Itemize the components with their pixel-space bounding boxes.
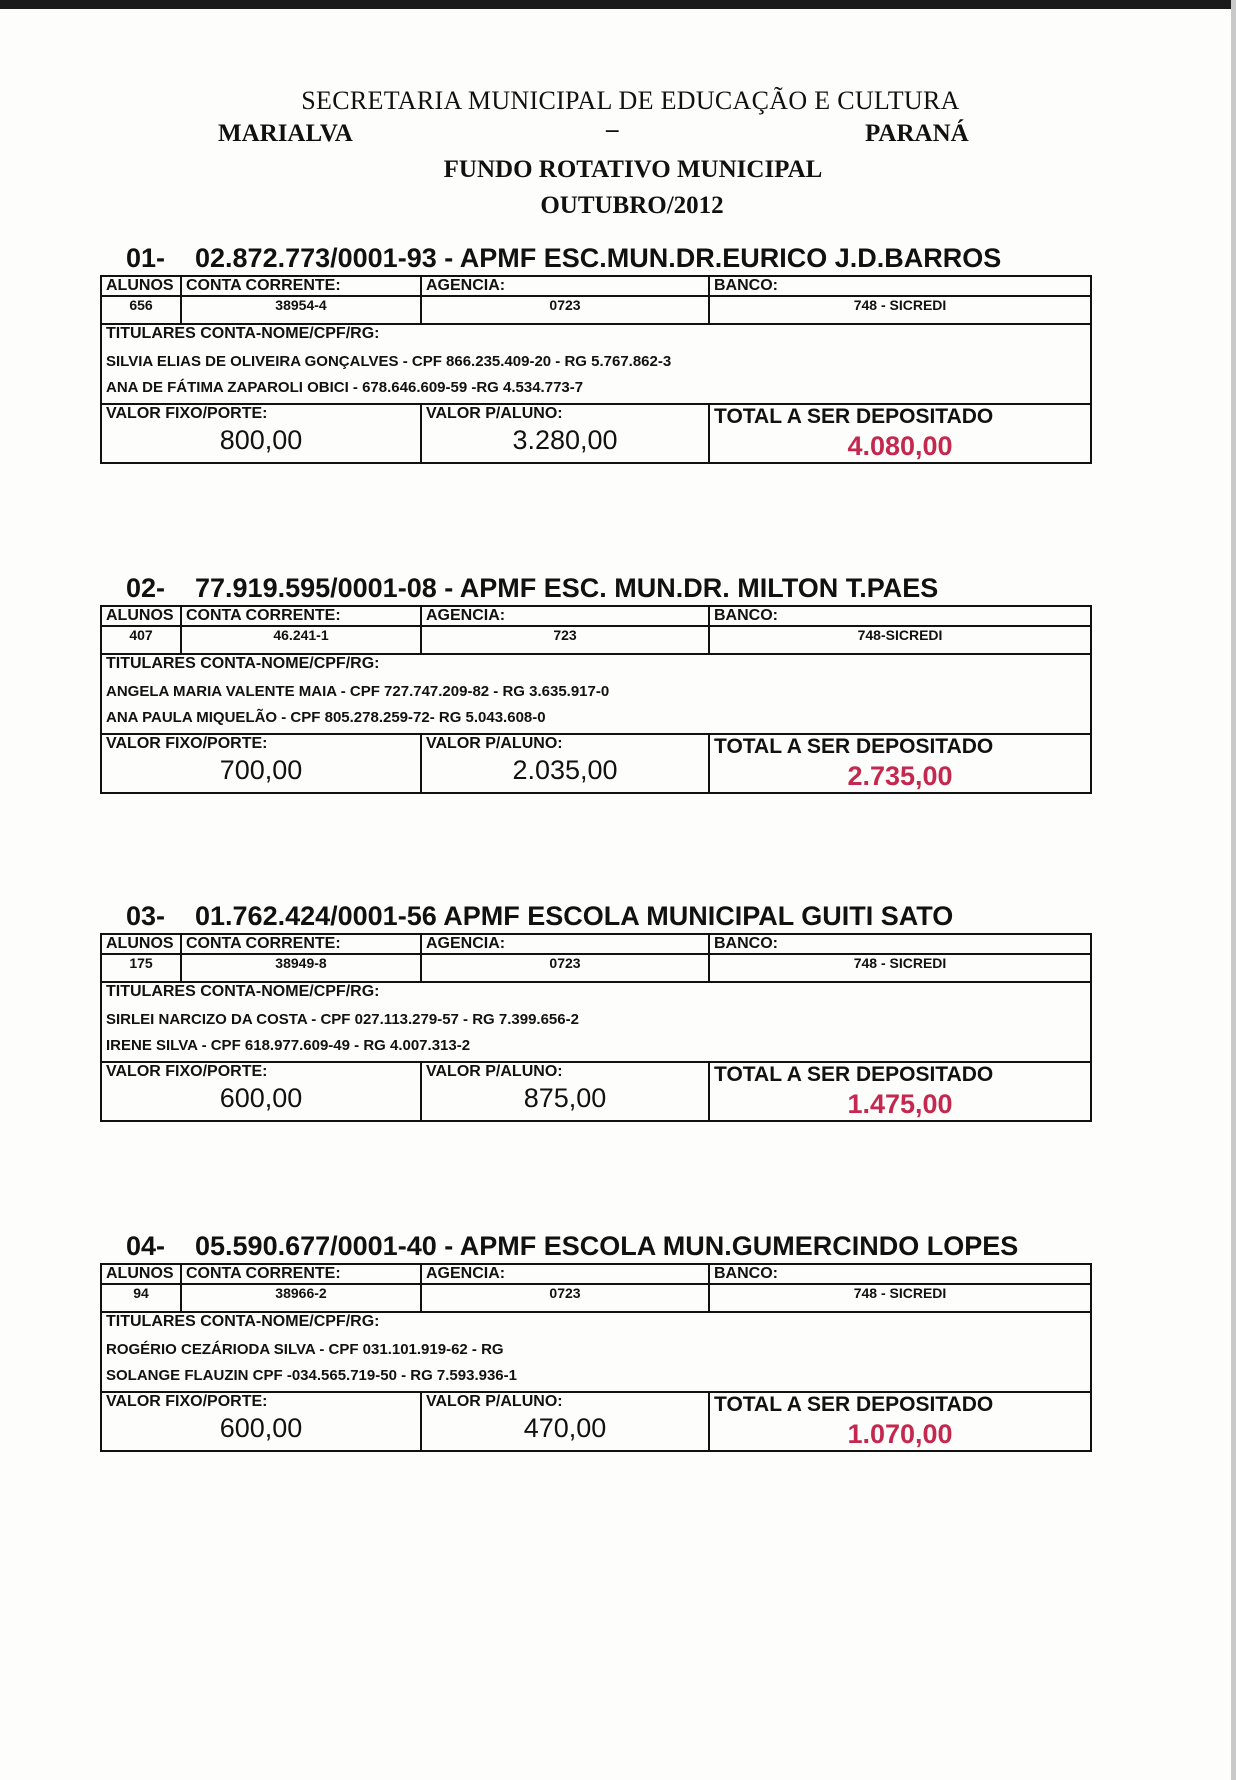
agencia-label: AGENCIA: <box>421 1264 709 1284</box>
titulares-cell <box>101 982 1091 1062</box>
conta-value: 38949-8 <box>181 954 421 982</box>
state-name: PARANÁ <box>865 120 969 147</box>
valor-fixo-value: 700,00 <box>219 755 303 785</box>
banco-value: 748 - SICREDI <box>709 1284 1091 1312</box>
scan-top-edge <box>0 0 1236 9</box>
total-label: TOTAL A SER DEPOSITADO <box>714 735 994 758</box>
valor-aluno-cell <box>421 1062 709 1121</box>
titulares-row <box>101 1312 1091 1392</box>
agencia-value: 723 <box>421 626 709 654</box>
alunos-value: 94 <box>101 1284 181 1312</box>
entry-number: 01- <box>126 243 166 273</box>
agencia-value: 0723 <box>421 954 709 982</box>
money-row <box>101 1062 1091 1121</box>
alunos-value: 175 <box>101 954 181 982</box>
total-cell <box>709 1062 1091 1121</box>
total-cell <box>709 734 1091 793</box>
banco-value: 748 - SICREDI <box>709 296 1091 324</box>
alunos-value: 407 <box>101 626 181 654</box>
titulares-label: TITULARES CONTA-NOME/CPF/RG: <box>106 325 380 342</box>
valor-aluno-label: VALOR P/ALUNO: <box>426 405 563 422</box>
agencia-value: 0723 <box>421 1284 709 1312</box>
valor-aluno-value: 470,00 <box>523 1413 607 1443</box>
valor-aluno-cell <box>421 1392 709 1451</box>
valor-fixo-label: VALOR FIXO/PORTE: <box>106 405 268 422</box>
valor-aluno-cell <box>421 734 709 793</box>
titular-2: SOLANGE FLAUZIN CPF -034.565.719-50 - RG 7.593.936-1 <box>106 1367 517 1384</box>
titular-2: ANA PAULA MIQUELÃO - CPF 805.278.259-72- RG 5.043.608-0 <box>106 709 546 726</box>
titulares-label: TITULARES CONTA-NOME/CPF/RG: <box>106 1313 380 1330</box>
conta-label: CONTA CORRENTE: <box>181 934 421 954</box>
total-cell <box>709 404 1091 463</box>
titulares-row <box>101 324 1091 404</box>
titulares-cell <box>101 324 1091 404</box>
valor-aluno-value: 875,00 <box>523 1083 607 1113</box>
entry-title <box>100 573 1090 605</box>
valor-fixo-value: 600,00 <box>219 1413 303 1443</box>
valor-fixo-cell <box>101 1062 421 1121</box>
entry-table <box>100 605 1092 794</box>
valor-fixo-value: 600,00 <box>219 1083 303 1113</box>
titulares-row <box>101 654 1091 734</box>
entry-number: 03- <box>126 901 166 931</box>
conta-label: CONTA CORRENTE: <box>181 276 421 296</box>
entry-table <box>100 933 1092 1122</box>
total-label: TOTAL A SER DEPOSITADO <box>714 1063 994 1086</box>
titulares-label: TITULARES CONTA-NOME/CPF/RG: <box>106 655 380 672</box>
entry-table <box>100 1263 1092 1452</box>
banco-value: 748 - SICREDI <box>709 954 1091 982</box>
conta-label: CONTA CORRENTE: <box>181 1264 421 1284</box>
city-name: MARIALVA <box>218 120 353 147</box>
scan-right-edge <box>1231 0 1236 1780</box>
entry-02 <box>100 573 1090 794</box>
entry-title-text: 77.919.595/0001-08 - APMF ESC. MUN.DR. MILTON T.PAES <box>195 573 939 603</box>
entry-title-text: 01.762.424/0001-56 APMF ESCOLA MUNICIPAL GUITI SATO <box>195 901 954 931</box>
valor-fixo-cell <box>101 734 421 793</box>
agencia-label: AGENCIA: <box>421 606 709 626</box>
valor-aluno-value: 3.280,00 <box>512 425 618 455</box>
values-row <box>101 626 1091 654</box>
valor-fixo-label: VALOR FIXO/PORTE: <box>106 735 268 752</box>
period-title: OUTUBRO/2012 <box>540 192 724 219</box>
money-row <box>101 1392 1091 1451</box>
total-value: 2.735,00 <box>847 761 953 791</box>
entry-title <box>100 1231 1090 1263</box>
entry-01 <box>100 243 1090 464</box>
location-row <box>0 116 1236 150</box>
values-row <box>101 296 1091 324</box>
fund-title: FUNDO ROTATIVO MUNICIPAL <box>443 156 823 183</box>
header-row <box>101 1264 1091 1284</box>
conta-value: 46.241-1 <box>181 626 421 654</box>
banco-label: BANCO: <box>709 1264 1091 1284</box>
document-header <box>0 86 1236 220</box>
entry-title <box>100 901 1090 933</box>
total-value: 1.475,00 <box>847 1089 953 1119</box>
conta-value: 38966-2 <box>181 1284 421 1312</box>
alunos-label: ALUNOS <box>101 606 181 626</box>
values-row <box>101 954 1091 982</box>
valor-fixo-cell <box>101 404 421 463</box>
total-label: TOTAL A SER DEPOSITADO <box>714 405 994 428</box>
titular-1: ANGELA MARIA VALENTE MAIA - CPF 727.747.209-82 - RG 3.635.917-0 <box>106 683 610 700</box>
total-value: 4.080,00 <box>847 431 953 461</box>
valor-aluno-label: VALOR P/ALUNO: <box>426 1393 563 1410</box>
alunos-label: ALUNOS <box>101 1264 181 1284</box>
valor-fixo-value: 800,00 <box>219 425 303 455</box>
values-row <box>101 1284 1091 1312</box>
agencia-value: 0723 <box>421 296 709 324</box>
valor-fixo-cell <box>101 1392 421 1451</box>
valor-fixo-label: VALOR FIXO/PORTE: <box>106 1063 268 1080</box>
secretaria-title: SECRETARIA MUNICIPAL DE EDUCAÇÃO E CULTURA <box>301 86 960 115</box>
entry-title-text: 02.872.773/0001-93 - APMF ESC.MUN.DR.EURICO J.D.BARROS <box>195 243 1002 273</box>
alunos-label: ALUNOS <box>101 934 181 954</box>
entry-table <box>100 275 1092 464</box>
banco-label: BANCO: <box>709 276 1091 296</box>
valor-aluno-cell <box>421 404 709 463</box>
titular-2: IRENE SILVA - CPF 618.977.609-49 - RG 4.007.313-2 <box>106 1037 471 1054</box>
alunos-value: 656 <box>101 296 181 324</box>
banco-label: BANCO: <box>709 606 1091 626</box>
entry-number: 04- <box>126 1231 166 1261</box>
titulares-row <box>101 982 1091 1062</box>
header-row <box>101 934 1091 954</box>
header-row <box>101 606 1091 626</box>
valor-aluno-value: 2.035,00 <box>512 755 618 785</box>
location-dash: – <box>606 116 619 143</box>
conta-value: 38954-4 <box>181 296 421 324</box>
entry-title-text: 05.590.677/0001-40 - APMF ESCOLA MUN.GUMERCINDO LOPES <box>195 1231 1019 1261</box>
banco-value: 748-SICREDI <box>709 626 1091 654</box>
total-cell <box>709 1392 1091 1451</box>
total-value: 1.070,00 <box>847 1419 953 1449</box>
titular-2: ANA DE FÁTIMA ZAPAROLI OBICI - 678.646.609-59 -RG 4.534.773-7 <box>106 379 584 396</box>
valor-aluno-label: VALOR P/ALUNO: <box>426 1063 563 1080</box>
titular-1: SIRLEI NARCIZO DA COSTA - CPF 027.113.279-57 - RG 7.399.656-2 <box>106 1011 579 1028</box>
titulares-cell <box>101 654 1091 734</box>
alunos-label: ALUNOS <box>101 276 181 296</box>
money-row <box>101 404 1091 463</box>
agencia-label: AGENCIA: <box>421 934 709 954</box>
entry-04 <box>100 1231 1090 1452</box>
titular-1: SILVIA ELIAS DE OLIVEIRA GONÇALVES - CPF 866.235.409-20 - RG 5.767.862-3 <box>106 353 672 370</box>
total-label: TOTAL A SER DEPOSITADO <box>714 1393 994 1416</box>
titular-1: ROGÉRIO CEZÁRIODA SILVA - CPF 031.101.919-62 - RG <box>106 1341 504 1358</box>
header-row <box>101 276 1091 296</box>
agencia-label: AGENCIA: <box>421 276 709 296</box>
valor-aluno-label: VALOR P/ALUNO: <box>426 735 563 752</box>
entry-title <box>100 243 1090 275</box>
titulares-cell <box>101 1312 1091 1392</box>
entry-number: 02- <box>126 573 166 603</box>
entry-03 <box>100 901 1090 1122</box>
conta-label: CONTA CORRENTE: <box>181 606 421 626</box>
valor-fixo-label: VALOR FIXO/PORTE: <box>106 1393 268 1410</box>
money-row <box>101 734 1091 793</box>
banco-label: BANCO: <box>709 934 1091 954</box>
titulares-label: TITULARES CONTA-NOME/CPF/RG: <box>106 983 380 1000</box>
